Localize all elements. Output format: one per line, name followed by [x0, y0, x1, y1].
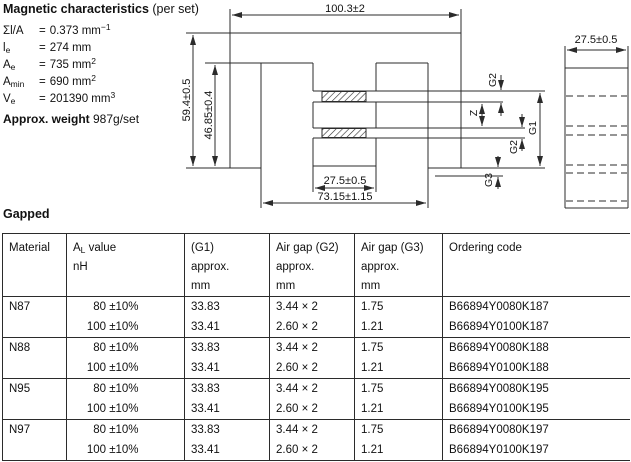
cell-material: [3, 440, 67, 461]
air-gap-hatch-top: [322, 92, 366, 102]
col-header-ordering-code: Ordering code: [443, 234, 630, 297]
characteristic-row: $A_e = 735$ $mm^2$: [3, 56, 96, 72]
cell-g1: 33.41: [185, 358, 270, 379]
table-row: [3, 297, 630, 318]
table-row: [3, 420, 630, 441]
table-row: [3, 440, 630, 461]
cell-air-gap-g2: 3.44 × 2: [270, 379, 355, 400]
side-view-hidden-lines: [566, 96, 627, 201]
gapped-table-body: [3, 297, 630, 461]
label-z: Z: [468, 109, 480, 117]
dim-width-bottom: 73.15±1.15: [317, 191, 373, 203]
dim-width-top: 100.3±2: [325, 3, 365, 15]
characteristic-row: $V_e = 201390$ $mm^3$: [3, 90, 116, 106]
cell-al-value: 100 ±10%: [67, 358, 185, 379]
cell-al-value: 80 ±10%: [67, 379, 185, 400]
col-header-g1: (G1) approx. mm: [185, 234, 270, 297]
characteristic-row: $A_{min} = 690$ $mm^2$: [3, 73, 96, 89]
cell-al-value: 80 ±10%: [67, 420, 185, 441]
cell-g1: 33.83: [185, 297, 270, 318]
characteristic-row: Σl/A = 0.373 $mm^{-1}$: [3, 22, 111, 37]
cell-al-value: 100 ±10%: [67, 399, 185, 420]
cell-ordering-code: B66894Y0100K197: [443, 440, 630, 461]
cell-air-gap-g3: 1.21: [355, 399, 443, 420]
approx-weight-value: 987g/set: [89, 112, 140, 126]
section-title-rest: (per set): [148, 2, 199, 16]
approx-weight-label: Approx. weight: [3, 112, 90, 126]
table-row: [3, 358, 630, 379]
cell-air-gap-g2: 2.60 × 2: [270, 399, 355, 420]
cell-ordering-code: B66894Y0080K187: [443, 297, 630, 318]
cell-air-gap-g3: 1.75: [355, 379, 443, 400]
cell-material: N87: [9, 301, 31, 313]
gapped-table-wrap: [2, 233, 630, 461]
cell-air-gap-g2: 3.44 × 2: [270, 297, 355, 318]
cell-ordering-code: B66894Y0080K197: [443, 420, 630, 441]
cell-air-gap-g3: 1.75: [355, 338, 443, 359]
cell-air-gap-g2: 2.60 × 2: [270, 358, 355, 379]
col-header-material: Material: [3, 234, 67, 297]
label-g1: G1: [527, 120, 539, 136]
cell-ordering-code: B66894Y0100K187: [443, 317, 630, 338]
label-g3: G3: [483, 172, 495, 188]
col-header-air-gap-g2: Air gap (G2) approx. mm: [270, 234, 355, 297]
dim-side-width: 27.5±0.5: [574, 34, 618, 46]
cell-air-gap-g3: 1.21: [355, 317, 443, 338]
cell-al-value: 100 ±10%: [67, 317, 185, 338]
cell-al-value: 80 ±10%: [67, 338, 185, 359]
section-title-bold: Magnetic characteristics: [3, 2, 149, 16]
gapped-heading: Gapped: [3, 207, 50, 221]
cell-material: N88: [9, 342, 31, 354]
air-gap-hatch-bottom: [322, 129, 366, 138]
cell-air-gap-g2: 2.60 × 2: [270, 440, 355, 461]
dim-height-left: 59.4±0.5: [181, 78, 193, 122]
cell-ordering-code: B66894Y0100K188: [443, 358, 630, 379]
cell-al-value: 80 ±10%: [67, 297, 185, 318]
label-g2-top: G2: [487, 72, 499, 88]
cell-g1: 33.41: [185, 399, 270, 420]
cell-air-gap-g3: 1.21: [355, 440, 443, 461]
cell-material: [3, 358, 67, 379]
characteristic-row: $l_e = 274$ mm: [3, 42, 92, 55]
table-header-row: [3, 234, 630, 297]
dim-width-center: 27.5±0.5: [323, 175, 367, 187]
cell-air-gap-g2: 2.60 × 2: [270, 317, 355, 338]
table-row: [3, 317, 630, 338]
cell-g1: 33.83: [185, 420, 270, 441]
table-row: [3, 399, 630, 420]
cell-air-gap-g2: 3.44 × 2: [270, 420, 355, 441]
table-row: [3, 379, 630, 400]
cell-air-gap-g3: 1.75: [355, 297, 443, 318]
cell-air-gap-g3: 1.21: [355, 358, 443, 379]
cell-ordering-code: B66894Y0100K195: [443, 399, 630, 420]
col-header-al-value: $A_L$ value nH: [67, 234, 185, 297]
label-g2-bottom: G2: [508, 139, 520, 155]
cell-material: [3, 399, 67, 420]
cell-al-value: 100 ±10%: [67, 440, 185, 461]
cell-g1: 33.83: [185, 338, 270, 359]
cell-material: [3, 317, 67, 338]
gapped-table: [2, 233, 630, 461]
dim-height-inner: 46.85±0.4: [203, 90, 215, 140]
cell-g1: 33.41: [185, 440, 270, 461]
cell-material: N95: [9, 383, 31, 395]
cell-ordering-code: B66894Y0080K188: [443, 338, 630, 359]
table-row: [3, 338, 630, 359]
cell-air-gap-g2: 3.44 × 2: [270, 338, 355, 359]
cell-air-gap-g3: 1.75: [355, 420, 443, 441]
cell-g1: 33.83: [185, 379, 270, 400]
side-view-outline: [565, 46, 628, 208]
cell-material: N97: [9, 424, 31, 436]
cell-ordering-code: B66894Y0080K195: [443, 379, 630, 400]
cell-g1: 33.41: [185, 317, 270, 338]
col-header-air-gap-g3: Air gap (G3) approx. mm: [355, 234, 443, 297]
